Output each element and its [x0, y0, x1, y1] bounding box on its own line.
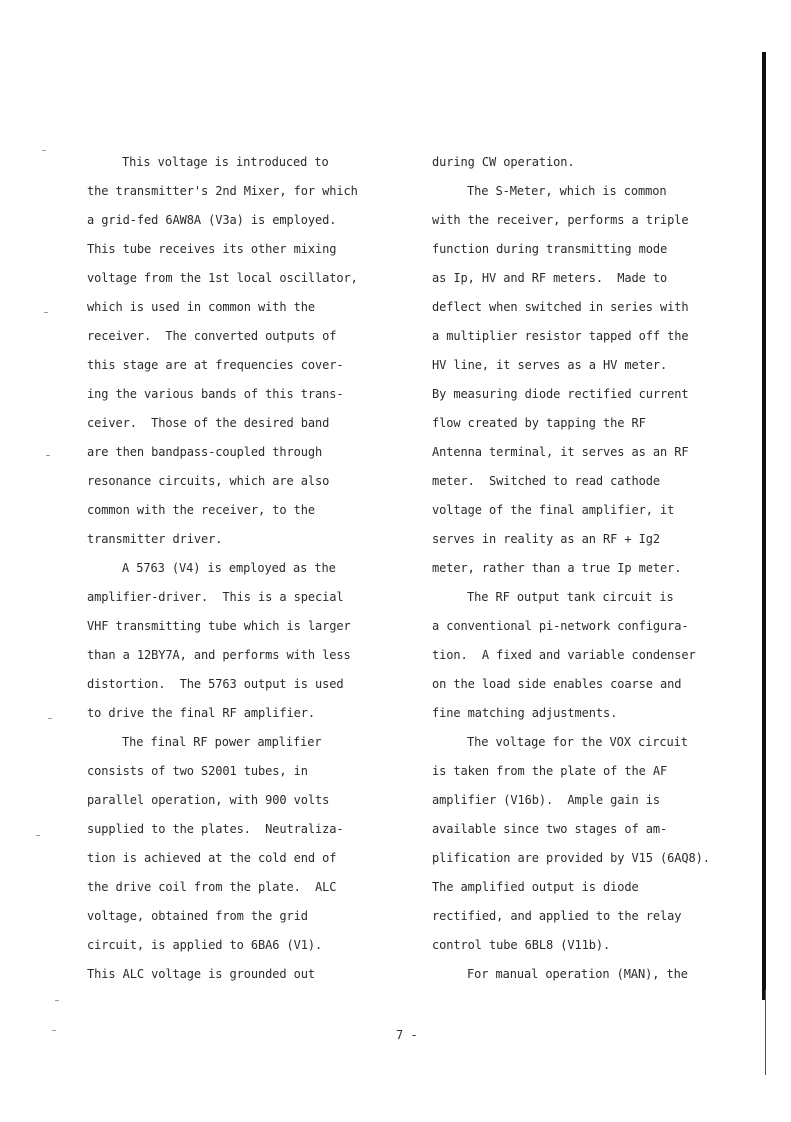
text-line: function during transmitting mode: [432, 242, 668, 256]
page-number: 7 -: [396, 1028, 418, 1042]
text-line: ceiver. Those of the desired band: [87, 416, 330, 430]
text-line: to drive the final RF amplifier.: [87, 706, 315, 720]
text-line: available since two stages of am-: [432, 822, 668, 836]
text-line: a multiplier resistor tapped off the: [432, 329, 689, 343]
text-line: fine matching adjustments.: [432, 706, 618, 720]
text-line: This voltage is introduced to: [122, 155, 329, 169]
scan-speck: [46, 455, 50, 456]
text-line: with the receiver, performs a triple: [432, 213, 689, 227]
text-line: By measuring diode rectified current: [432, 387, 689, 401]
text-line: circuit, is applied to 6BA6 (V1).: [87, 938, 323, 952]
scan-speck: [48, 718, 52, 719]
text-line: distortion. The 5763 output is used: [87, 677, 344, 691]
text-line: are then bandpass-coupled through: [87, 445, 323, 459]
text-line: meter. Switched to read cathode: [432, 474, 660, 488]
text-line: during CW operation.: [432, 155, 575, 169]
text-line: transmitter driver.: [87, 532, 223, 546]
text-line: flow created by tapping the RF: [432, 416, 646, 430]
text-line: deflect when switched in series with: [432, 300, 689, 314]
text-line: is taken from the plate of the AF: [432, 764, 668, 778]
text-line: amplifier (V16b). Ample gain is: [432, 793, 660, 807]
text-line: parallel operation, with 900 volts: [87, 793, 330, 807]
text-line: amplifier-driver. This is a special: [87, 590, 344, 604]
text-line: The amplified output is diode: [432, 880, 639, 894]
scan-speck: [42, 150, 46, 151]
text-line: For manual operation (MAN), the: [467, 967, 688, 981]
text-line: voltage from the 1st local oscillator,: [87, 271, 358, 285]
binding-edge: [762, 52, 766, 1000]
text-line: control tube 6BL8 (V11b).: [432, 938, 611, 952]
text-line: This ALC voltage is grounded out: [87, 967, 315, 981]
left-text-column: [87, 148, 397, 989]
text-line: A 5763 (V4) is employed as the: [122, 561, 336, 575]
text-line: The final RF power amplifier: [122, 735, 322, 749]
text-line: tion is achieved at the cold end of: [87, 851, 337, 865]
text-line: common with the receiver, to the: [87, 503, 315, 517]
text-line: receiver. The converted outputs of: [87, 329, 337, 343]
scan-speck: [36, 835, 40, 836]
text-line: on the load side enables coarse and: [432, 677, 682, 691]
text-line: ing the various bands of this trans-: [87, 387, 344, 401]
text-line: voltage, obtained from the grid: [87, 909, 308, 923]
text-line: rectified, and applied to the relay: [432, 909, 682, 923]
text-line: HV line, it serves as a HV meter.: [432, 358, 668, 372]
text-line: the transmitter's 2nd Mixer, for which: [87, 184, 358, 198]
text-line: The RF output tank circuit is: [467, 590, 674, 604]
text-line: supplied to the plates. Neutraliza-: [87, 822, 344, 836]
text-line: The voltage for the VOX circuit: [467, 735, 688, 749]
text-line: VHF transmitting tube which is larger: [87, 619, 351, 633]
scan-speck: [44, 312, 48, 313]
text-line: voltage of the final amplifier, it: [432, 503, 675, 517]
text-line: which is used in common with the: [87, 300, 315, 314]
text-line: tion. A fixed and variable condenser: [432, 648, 696, 662]
text-line: consists of two S2001 tubes, in: [87, 764, 308, 778]
right-text-column: [432, 148, 737, 989]
text-line: plification are provided by V15 (6AQ8).: [432, 851, 710, 865]
scan-speck: [55, 1000, 59, 1001]
text-line: This tube receives its other mixing: [87, 242, 337, 256]
text-line: a grid-fed 6AW8A (V3a) is employed.: [87, 213, 337, 227]
text-line: than a 12BY7A, and performs with less: [87, 648, 351, 662]
text-line: serves in reality as an RF + Ig2: [432, 532, 660, 546]
scan-speck: [52, 1030, 56, 1031]
text-line: meter, rather than a true Ip meter.: [432, 561, 682, 575]
text-line: Antenna terminal, it serves as an RF: [432, 445, 689, 459]
text-line: the drive coil from the plate. ALC: [87, 880, 337, 894]
binding-edge-lower: [765, 990, 766, 1075]
text-line: as Ip, HV and RF meters. Made to: [432, 271, 668, 285]
text-line: this stage are at frequencies cover-: [87, 358, 344, 372]
text-line: The S-Meter, which is common: [467, 184, 667, 198]
text-line: a conventional pi-network configura-: [432, 619, 689, 633]
text-line: resonance circuits, which are also: [87, 474, 330, 488]
